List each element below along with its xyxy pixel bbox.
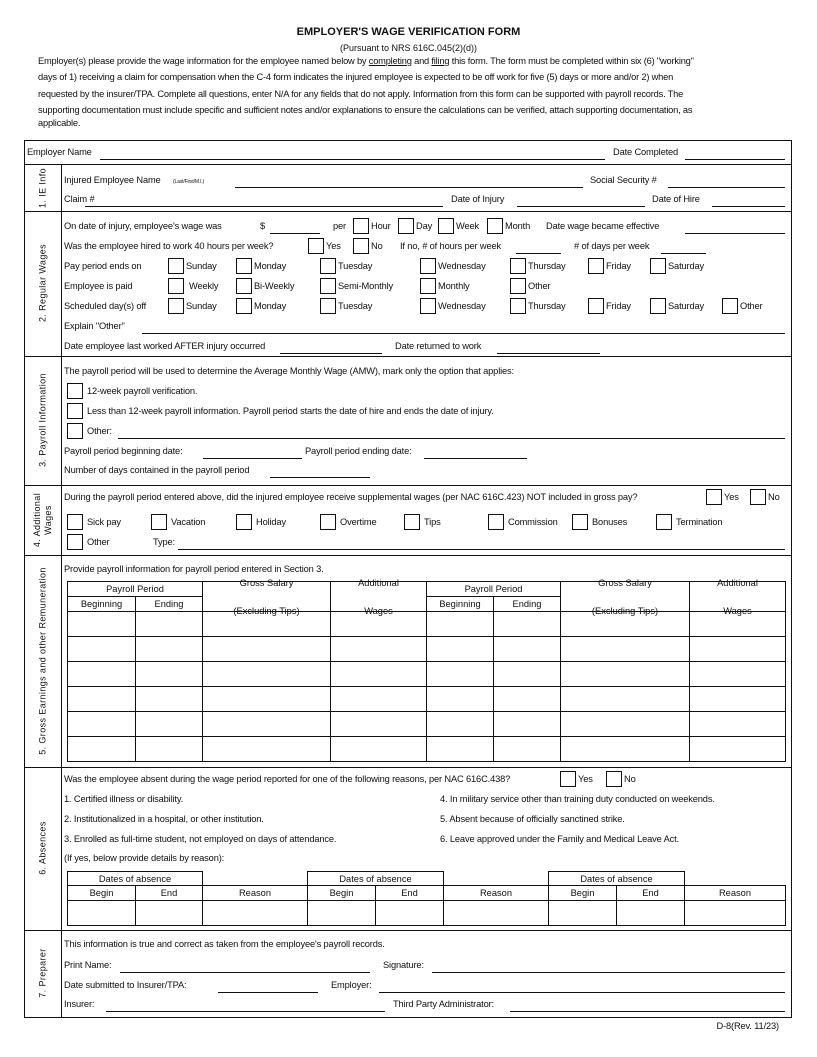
earnings-cell[interactable] <box>202 611 331 637</box>
field-label: During the payroll period entered above, did the injured employee receive supplemental wages (per NAC 616C.423) NOT included in gross pay? <box>64 492 638 502</box>
hired40-yes-label: Yes <box>326 241 341 251</box>
absence-reason-cell[interactable] <box>202 900 308 926</box>
day-off-friday-label: Friday <box>606 301 631 311</box>
day-label: Day <box>416 221 433 231</box>
amw-12-week-label: 12-week payroll verification. <box>87 386 198 396</box>
field-label: $ <box>260 221 266 231</box>
absent-no-checkbox[interactable] <box>606 771 622 787</box>
gross-salary-header <box>202 577 331 616</box>
week-label: Week <box>456 221 479 231</box>
day-off-friday-checkbox[interactable] <box>588 298 604 314</box>
intro-underlined: filing <box>431 56 450 66</box>
field-label: The payroll period will be used to determine the Average Monthly Wage (AMW), mark only the option that applies: <box>64 366 514 376</box>
label-line: Wages <box>43 505 53 535</box>
earnings-cell[interactable] <box>330 736 427 762</box>
earnings-cell[interactable] <box>426 711 494 737</box>
earnings-cell[interactable] <box>202 686 331 712</box>
earnings-cell[interactable] <box>67 636 136 662</box>
pay-period-wednesday-checkbox[interactable] <box>420 258 436 274</box>
paid-monthly-label: Monthly <box>438 281 470 291</box>
wage-termination-label: Termination <box>676 517 723 527</box>
beginning-header: Beginning <box>426 596 494 612</box>
field-label: (If yes, below provide details by reason): <box>64 853 225 863</box>
earnings-cell[interactable] <box>135 661 203 687</box>
earnings-cell[interactable] <box>560 711 690 737</box>
earnings-cell[interactable] <box>202 736 331 762</box>
period-days-input[interactable] <box>270 477 370 478</box>
earnings-cell[interactable] <box>493 661 561 687</box>
additional-wages-header <box>330 577 427 616</box>
earnings-cell[interactable] <box>135 711 203 737</box>
earnings-cell[interactable] <box>135 636 203 662</box>
field-label: Number of days contained in the payroll period <box>64 465 250 475</box>
day-off-monday-checkbox[interactable] <box>236 298 252 314</box>
field-label: # of days per week <box>574 241 650 251</box>
amw-other-input[interactable] <box>118 438 785 439</box>
paid-monthly-checkbox[interactable] <box>420 278 436 294</box>
header-line: (Excluding Tips) <box>233 605 300 616</box>
field-label: Injured Employee Name <box>64 175 161 185</box>
paid-other-checkbox[interactable] <box>510 278 526 294</box>
earnings-cell[interactable] <box>426 661 494 687</box>
intro-text: Employer(s) please provide the wage information for the employee named below by <box>38 56 369 66</box>
header-line: Gross Salary <box>598 577 652 588</box>
wage-overtime-label: Overtime <box>340 517 377 527</box>
divider <box>24 356 792 357</box>
wage-bonuses-label: Bonuses <box>592 517 628 527</box>
pay-period-saturday-checkbox[interactable] <box>650 258 666 274</box>
field-label: per <box>333 221 346 231</box>
field-label: Employer: <box>331 980 372 990</box>
wage-vacation-checkbox[interactable] <box>151 514 167 530</box>
section-5-label: 5. Gross Earnings and other Remuneration <box>37 567 48 755</box>
reason-header: Reason <box>443 885 549 901</box>
dates-of-absence-header: Dates of absence <box>67 871 203 886</box>
returned-date-input[interactable] <box>497 353 600 354</box>
hours-per-week-input[interactable] <box>516 253 561 254</box>
day-checkbox[interactable] <box>398 218 414 234</box>
field-label: Social Security # <box>590 175 657 185</box>
supplemental-no-checkbox[interactable] <box>750 489 766 505</box>
amw-other-label: Other: <box>87 426 112 436</box>
pay-period-wednesday-label: Wednesday <box>438 261 486 271</box>
absence-reason: 5. Absent because of officially sanctined strike. <box>440 814 625 824</box>
header-line: (Excluding Tips) <box>591 605 659 616</box>
day-off-thursday-checkbox[interactable] <box>510 298 526 314</box>
field-label: Signature: <box>383 960 424 970</box>
field-label: Type: <box>153 537 175 547</box>
pay-period-tuesday-checkbox[interactable] <box>320 258 336 274</box>
wage-amount-input[interactable] <box>270 233 320 234</box>
dates-of-absence-header: Dates of absence <box>548 871 685 886</box>
last-worked-input[interactable] <box>280 353 382 354</box>
date-of-injury-input[interactable] <box>517 206 645 207</box>
earnings-cell[interactable] <box>67 661 136 687</box>
wage-other-checkbox[interactable] <box>67 534 83 550</box>
pay-period-monday-label: Monday <box>254 261 287 271</box>
supplemental-yes-checkbox[interactable] <box>706 489 722 505</box>
earnings-cell[interactable] <box>67 686 136 712</box>
pay-period-thursday-checkbox[interactable] <box>510 258 526 274</box>
date-completed-input[interactable] <box>685 159 785 160</box>
wage-tips-checkbox[interactable] <box>404 514 420 530</box>
intro-line: applicable. <box>38 118 81 128</box>
absence-begin-cell[interactable] <box>67 900 136 926</box>
absent-yes-label: Yes <box>578 774 593 784</box>
field-label: Pay period ends on <box>64 261 142 271</box>
earnings-cell[interactable] <box>493 611 561 637</box>
wage-type-input[interactable] <box>178 549 785 550</box>
pay-period-saturday-label: Saturday <box>668 261 705 271</box>
earnings-cell[interactable] <box>202 661 331 687</box>
pay-period-thursday-label: Thursday <box>528 261 566 271</box>
absent-no-label: No <box>624 774 636 784</box>
wage-other-label: Other <box>87 537 110 547</box>
ending-header: Ending <box>493 596 561 612</box>
date-of-hire-input[interactable] <box>712 206 785 207</box>
begin-header: Begin <box>307 885 376 901</box>
paid-bi-weekly-label: Bi-Weekly <box>254 281 295 291</box>
field-label: Date submitted to Insurer/TPA: <box>64 980 187 990</box>
wage-vacation-label: Vacation <box>171 517 206 527</box>
employer-input[interactable] <box>379 992 785 993</box>
absence-end-cell[interactable] <box>375 900 444 926</box>
form-title: EMPLOYER'S WAGE VERIFICATION FORM <box>296 26 521 38</box>
tpa-input[interactable] <box>510 1011 785 1012</box>
earnings-cell[interactable] <box>330 686 427 712</box>
employer-name-input[interactable] <box>100 159 605 160</box>
wage-sick-pay-checkbox[interactable] <box>67 514 83 530</box>
hour-checkbox[interactable] <box>353 218 369 234</box>
intro-underlined: completing <box>368 56 412 66</box>
divider <box>24 767 792 768</box>
absence-reason: 1. Certified illness or disability. <box>64 794 184 804</box>
month-checkbox[interactable] <box>487 218 503 234</box>
paid-other-label: Other <box>528 281 551 291</box>
earnings-cell[interactable] <box>135 611 203 637</box>
wage-holiday-checkbox[interactable] <box>236 514 252 530</box>
ssn-input[interactable] <box>668 187 785 188</box>
day-off-sunday-label: Sunday <box>186 301 217 311</box>
field-label: Date of Injury <box>451 194 505 204</box>
hired40-yes-checkbox[interactable] <box>308 238 324 254</box>
wage-bonuses-checkbox[interactable] <box>572 514 588 530</box>
field-label: This information is true and correct as taken from the employee's payroll records. <box>64 939 385 949</box>
gross-salary-header <box>560 577 690 616</box>
earnings-cell[interactable] <box>560 611 690 637</box>
absence-reason: 4. In military service other than training duty conducted on weekends. <box>440 794 715 804</box>
wage-termination-checkbox[interactable] <box>656 514 672 530</box>
field-label: Claim # <box>64 194 95 204</box>
field-label: Provide payroll information for payroll period entered in Section 3. <box>64 564 324 574</box>
field-label: Print Name: <box>64 960 112 970</box>
earnings-cell[interactable] <box>560 736 690 762</box>
form-subtitle: (Pursuant to NRS 616C.045(2)(d)) <box>339 43 478 53</box>
field-label: If no, # of hours per week <box>400 241 502 251</box>
amw-other-checkbox[interactable] <box>67 423 83 439</box>
day-off-other-label: Other <box>740 301 763 311</box>
earnings-cell[interactable] <box>330 711 427 737</box>
field-label: Date returned to work <box>395 341 482 351</box>
field-label: Date Completed <box>613 147 679 157</box>
day-off-saturday-label: Saturday <box>668 301 705 311</box>
field-label: Explain "Other" <box>64 321 125 331</box>
intro-line <box>38 56 694 66</box>
absence-reason-cell[interactable] <box>684 900 786 926</box>
ending-header: Ending <box>135 596 203 612</box>
earnings-cell[interactable] <box>560 636 690 662</box>
hour-label: Hour <box>371 221 391 231</box>
section-6-label: 6. Absences <box>37 821 48 875</box>
absence-reason: 6. Leave approved under the Family and Medical Leave Act. <box>440 834 680 844</box>
wage-holiday-label: Holiday <box>256 517 286 527</box>
paid-semi-monthly-checkbox[interactable] <box>320 278 336 294</box>
divider <box>24 211 792 212</box>
earnings-cell[interactable] <box>689 686 786 712</box>
claim-input[interactable] <box>85 206 443 207</box>
payroll-period-header: Payroll Period <box>426 581 561 597</box>
absent-yes-checkbox[interactable] <box>560 771 576 787</box>
earnings-cell[interactable] <box>426 686 494 712</box>
earnings-cell[interactable] <box>426 736 494 762</box>
field-label: Employee is paid <box>64 281 133 291</box>
amw-12-week-checkbox[interactable] <box>67 383 83 399</box>
field-label: On date of injury, employee's wage was <box>64 221 222 231</box>
intro-line: days of 1) receiving a claim for compensation when the C-4 form indicates the injured employee is expected to be off work for five (5) days or more and/or 2) when <box>38 72 674 82</box>
earnings-cell[interactable] <box>330 661 427 687</box>
pay-period-friday-label: Friday <box>606 261 631 271</box>
earnings-cell[interactable] <box>67 736 136 762</box>
field-label: Scheduled day(s) off <box>64 301 147 311</box>
day-off-saturday-checkbox[interactable] <box>650 298 666 314</box>
paid-weekly-label: Weekly <box>189 281 219 291</box>
field-label: Was the employee absent during the wage period reported for one of the following reasons, per NAC 616C.438? <box>64 774 511 784</box>
amw-less-12-week-checkbox[interactable] <box>67 403 83 419</box>
begin-header: Begin <box>67 885 136 901</box>
earnings-cell[interactable] <box>493 686 561 712</box>
earnings-cell[interactable] <box>560 686 690 712</box>
field-label: Was the employee hired to work 40 hours per week? <box>64 241 274 251</box>
date-submitted-input[interactable] <box>218 992 318 993</box>
print-name-input[interactable] <box>120 972 370 973</box>
payroll-period-header: Payroll Period <box>67 581 203 597</box>
earnings-cell[interactable] <box>689 736 786 762</box>
pay-period-tuesday-label: Tuesday <box>338 261 373 271</box>
reason-header: Reason <box>684 885 786 901</box>
header-line: Gross Salary <box>239 577 294 588</box>
earnings-cell[interactable] <box>689 611 786 637</box>
wage-overtime-checkbox[interactable] <box>320 514 336 530</box>
field-label: Date wage became effective <box>546 221 660 231</box>
earnings-cell[interactable] <box>202 636 331 662</box>
field-hint: (Last/First/M.I.) <box>173 179 205 185</box>
earnings-cell[interactable] <box>493 711 561 737</box>
divider <box>24 930 792 931</box>
form-id: D-8(Rev. 11/23) <box>716 1021 779 1031</box>
absence-reason: 3. Enrolled as full-time student, not employed on days of attendance. <box>64 834 337 844</box>
earnings-cell[interactable] <box>493 636 561 662</box>
earnings-cell[interactable] <box>689 711 786 737</box>
earnings-cell[interactable] <box>67 711 136 737</box>
end-header: End <box>616 885 685 901</box>
absence-begin-cell[interactable] <box>548 900 617 926</box>
earnings-cell[interactable] <box>202 711 331 737</box>
days-per-week-input[interactable] <box>661 253 706 254</box>
pay-period-friday-checkbox[interactable] <box>588 258 604 274</box>
reason-header: Reason <box>202 885 308 901</box>
day-off-tuesday-label: Tuesday <box>338 301 373 311</box>
section-4-label <box>32 493 54 547</box>
pay-period-monday-checkbox[interactable] <box>236 258 252 274</box>
header-line: Wages <box>723 605 752 616</box>
divider <box>24 485 792 486</box>
section-2-label: 2. Regular Wages <box>37 243 48 323</box>
employee-name-input[interactable] <box>235 187 583 188</box>
wage-commission-checkbox[interactable] <box>488 514 504 530</box>
earnings-cell[interactable] <box>135 736 203 762</box>
label-line: 4. Additional <box>32 492 42 548</box>
earnings-cell[interactable] <box>135 686 203 712</box>
field-label: Date of Hire <box>652 194 700 204</box>
field-label: Date employee last worked AFTER injury occurred <box>64 341 266 351</box>
day-off-other-checkbox[interactable] <box>722 298 738 314</box>
intro-line: requested by the insurer/TPA. Complete all questions, enter N/A for any fields that do not apply. Information from this form can be supported with payroll records. The <box>38 89 684 99</box>
section-3-label: 3. Payroll Information <box>37 373 48 467</box>
paid-semi-monthly-label: Semi-Monthly <box>338 281 394 291</box>
paid-weekly-checkbox[interactable] <box>168 278 184 294</box>
intro-text: this form. The form must be completed within six (6) "working" <box>449 56 694 66</box>
wage-sick-pay-label: Sick pay <box>87 517 121 527</box>
earnings-cell[interactable] <box>330 611 427 637</box>
pay-period-sunday-label: Sunday <box>186 261 217 271</box>
header-line: Wages <box>364 605 393 616</box>
wage-commission-label: Commission <box>508 517 558 527</box>
pay-period-sunday-checkbox[interactable] <box>168 258 184 274</box>
wage-tips-label: Tips <box>424 517 441 527</box>
earnings-cell[interactable] <box>689 636 786 662</box>
supplemental-yes-label: Yes <box>724 492 739 502</box>
section-label-divider <box>61 164 62 1018</box>
absence-reason-cell[interactable] <box>443 900 549 926</box>
earnings-cell[interactable] <box>560 661 690 687</box>
intro-line: supporting documentation must include specific and sufficient notes and/or explanations to ensure the calculations can be verified, attach supporting documentation, as <box>38 105 693 115</box>
field-label: Payroll period beginning date: <box>64 446 183 456</box>
earnings-cell[interactable] <box>330 636 427 662</box>
dates-of-absence-header: Dates of absence <box>307 871 444 886</box>
absence-reason: 2. Institutionalized in a hospital, or other institution. <box>64 814 264 824</box>
end-header: End <box>375 885 444 901</box>
additional-wages-header <box>689 577 786 616</box>
absence-end-cell[interactable] <box>616 900 685 926</box>
day-off-thursday-label: Thursday <box>528 301 566 311</box>
month-label: Month <box>505 221 531 231</box>
earnings-cell[interactable] <box>426 636 494 662</box>
divider <box>24 555 792 556</box>
begin-header: Begin <box>548 885 617 901</box>
field-label: Third Party Administrator: <box>393 999 494 1009</box>
earnings-cell[interactable] <box>689 661 786 687</box>
signature-input[interactable] <box>432 972 785 973</box>
day-off-tuesday-checkbox[interactable] <box>320 298 336 314</box>
earnings-cell[interactable] <box>493 736 561 762</box>
intro-text: and <box>411 56 432 66</box>
end-header: End <box>135 885 203 901</box>
section-7-label: 7. Preparer <box>37 948 48 998</box>
earnings-cell[interactable] <box>67 611 136 637</box>
field-label: Employer Name <box>27 147 92 157</box>
supplemental-no-label: No <box>768 492 780 502</box>
beginning-header: Beginning <box>67 596 136 612</box>
header-line: Additional <box>717 577 758 588</box>
insurer-input[interactable] <box>106 1011 385 1012</box>
hired40-no-label: No <box>371 241 383 251</box>
week-checkbox[interactable] <box>438 218 454 234</box>
period-begin-input[interactable] <box>203 458 302 459</box>
divider <box>24 164 792 165</box>
earnings-cell[interactable] <box>426 611 494 637</box>
header-line: Additional <box>358 577 399 588</box>
hired40-no-checkbox[interactable] <box>353 238 369 254</box>
day-off-monday-label: Monday <box>254 301 287 311</box>
amw-less-12-week-label: Less than 12-week payroll information. Payroll period starts the date of hire and ends the date of injury. <box>87 406 494 416</box>
section-1-label: 1. IE Info <box>37 167 48 209</box>
day-off-sunday-checkbox[interactable] <box>168 298 184 314</box>
day-off-wednesday-checkbox[interactable] <box>420 298 436 314</box>
explain-other-input[interactable] <box>142 333 785 334</box>
period-end-input[interactable] <box>424 458 527 459</box>
day-off-wednesday-label: Wednesday <box>438 301 486 311</box>
absence-end-cell[interactable] <box>135 900 203 926</box>
wage-effective-date-input[interactable] <box>685 233 785 234</box>
field-label: Payroll period ending date: <box>305 446 412 456</box>
absence-begin-cell[interactable] <box>307 900 376 926</box>
paid-bi-weekly-checkbox[interactable] <box>236 278 252 294</box>
field-label: Insurer: <box>64 999 95 1009</box>
